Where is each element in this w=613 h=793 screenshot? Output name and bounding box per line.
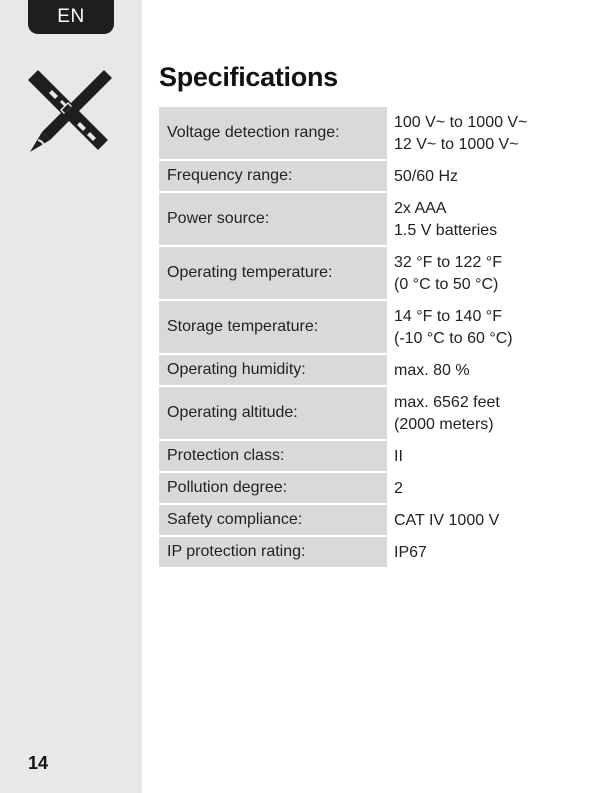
- spec-value-line: max. 6562 feet: [394, 394, 500, 411]
- table-row: [159, 193, 559, 247]
- spec-value-line: (2000 meters): [394, 416, 494, 433]
- spec-value: [387, 473, 559, 503]
- spec-value-line: 32 °F to 122 °F: [394, 254, 502, 271]
- spec-value: [387, 355, 559, 385]
- spec-value-line: II: [394, 448, 403, 465]
- table-row: [159, 473, 559, 505]
- spec-label: IP protection rating:: [159, 537, 387, 567]
- spec-value-line: (-10 °C to 60 °C): [394, 330, 513, 347]
- spec-label: Protection class:: [159, 441, 387, 471]
- spec-value: [387, 441, 559, 471]
- spec-value-line: 12 V~ to 1000 V~: [394, 136, 519, 153]
- table-row: [159, 505, 559, 537]
- spec-value-line: IP67: [394, 544, 427, 561]
- spec-value: [387, 301, 559, 353]
- spec-value: [387, 537, 559, 567]
- spec-value: [387, 505, 559, 535]
- spec-value-line: 100 V~ to 1000 V~: [394, 114, 528, 131]
- spec-value-line: 14 °F to 140 °F: [394, 308, 502, 325]
- spec-label: Storage temperature:: [159, 301, 387, 353]
- spec-label: Frequency range:: [159, 161, 387, 191]
- table-row: [159, 441, 559, 473]
- spec-label: Operating humidity:: [159, 355, 387, 385]
- spec-value-line: max. 80 %: [394, 362, 470, 379]
- sidebar: [0, 0, 142, 793]
- spec-label: Pollution degree:: [159, 473, 387, 503]
- spec-value: [387, 193, 559, 245]
- spec-label: Safety compliance:: [159, 505, 387, 535]
- spec-value-line: 2x AAA: [394, 200, 447, 217]
- table-row: [159, 537, 559, 569]
- table-row: [159, 161, 559, 193]
- spec-value-line: 1.5 V batteries: [394, 222, 498, 239]
- table-row: [159, 107, 559, 161]
- table-row: [159, 387, 559, 441]
- pencil-ruler-icon: [24, 66, 116, 158]
- spec-value-line: (0 °C to 50 °C): [394, 276, 499, 293]
- spec-value: [387, 247, 559, 299]
- spec-value-line: 50/60 Hz: [394, 168, 459, 185]
- spec-value: [387, 107, 559, 159]
- table-row: [159, 247, 559, 301]
- page-number: 14: [28, 753, 49, 773]
- spec-label: Operating altitude:: [159, 387, 387, 439]
- spec-value: [387, 387, 559, 439]
- spec-label: Power source:: [159, 193, 387, 245]
- specifications-table: [159, 107, 559, 569]
- table-row: [159, 301, 559, 355]
- page-title: Specifications: [159, 62, 338, 92]
- spec-value-line: CAT IV 1000 V: [394, 512, 500, 529]
- spec-label: Operating temperature:: [159, 247, 387, 299]
- spec-value: [387, 161, 559, 191]
- table-row: [159, 355, 559, 387]
- language-badge: EN: [28, 0, 114, 34]
- spec-label: Voltage detection range:: [159, 107, 387, 159]
- spec-value-line: 2: [394, 480, 403, 497]
